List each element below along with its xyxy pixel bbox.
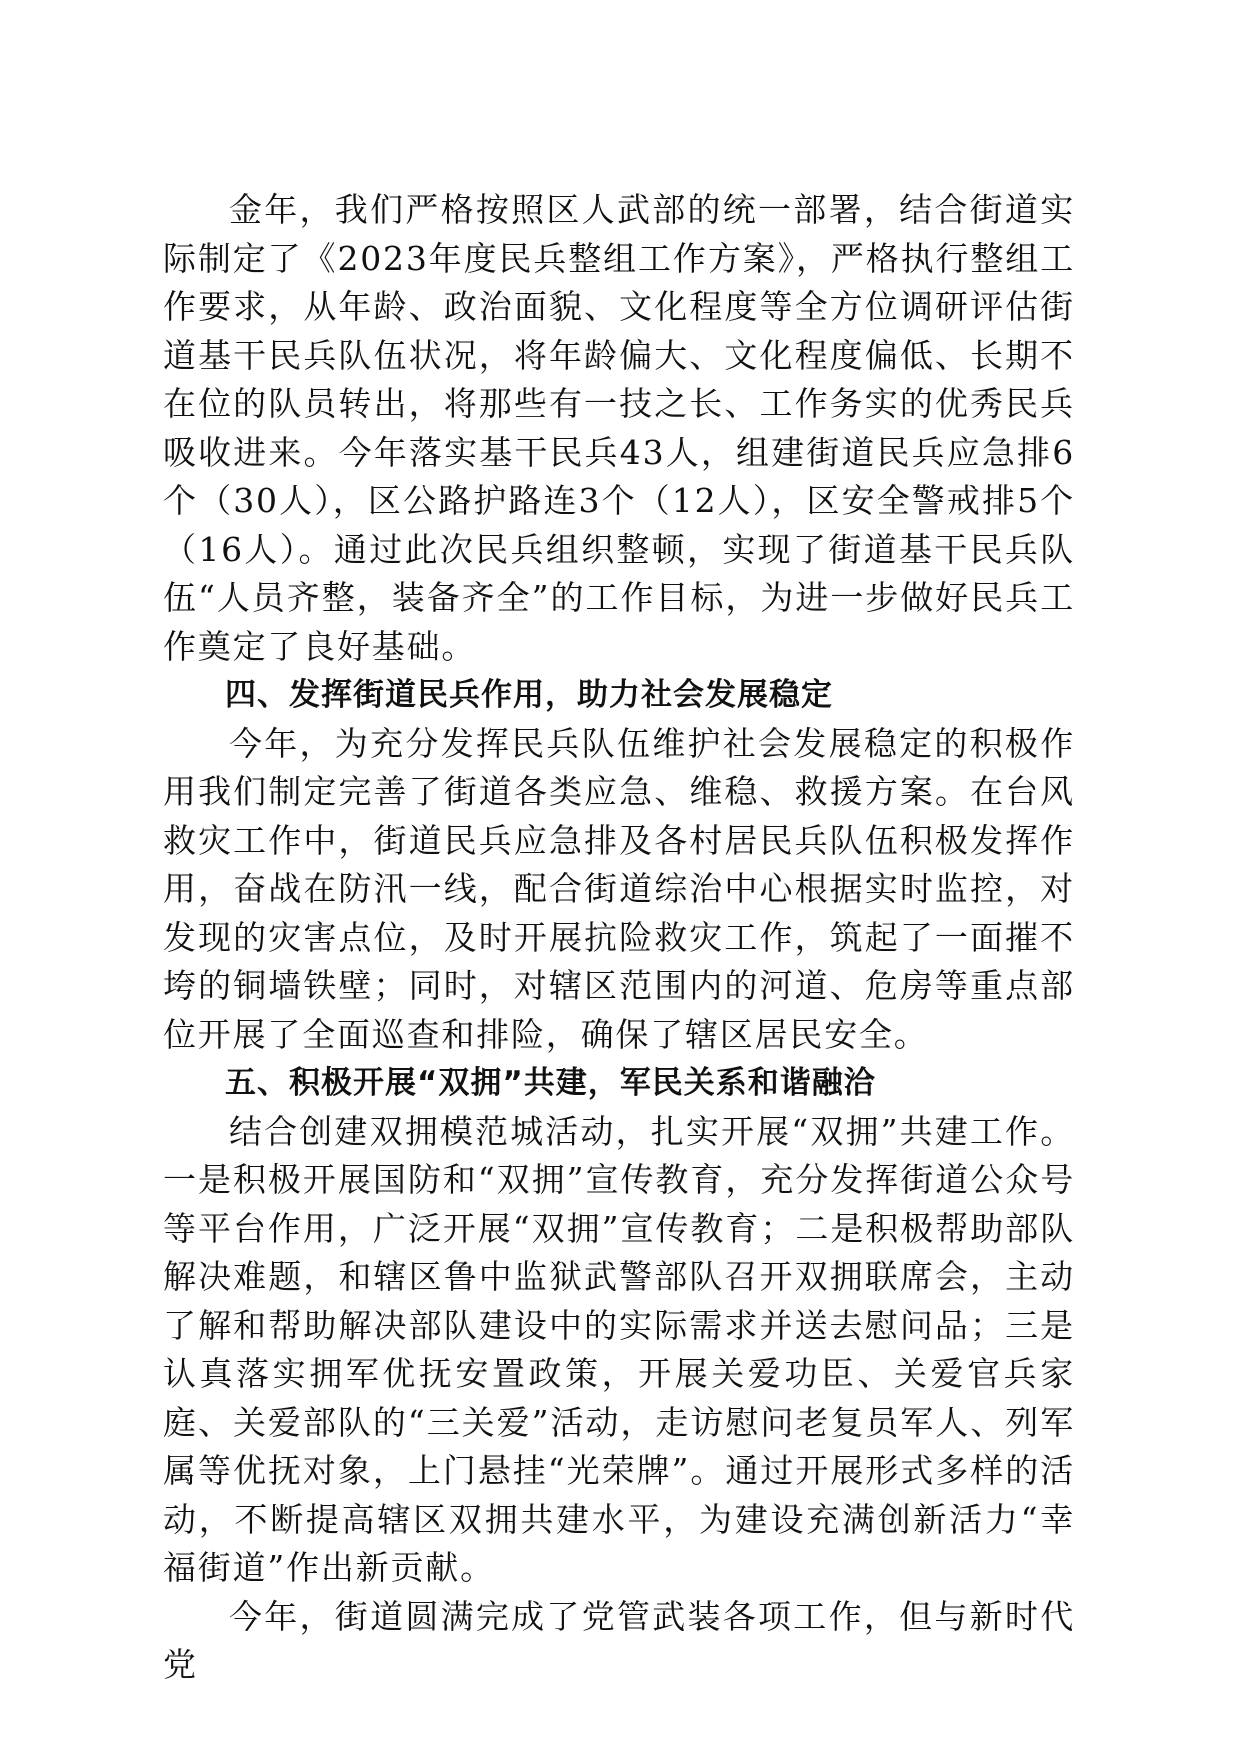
document-body xyxy=(163,186,1075,1690)
paragraph-summary: 今年，街道圆满完成了党管武装各项工作，但与新时代党 xyxy=(163,1596,1075,1684)
paragraph-militia-role: 今年，为充分发挥民兵队伍维护社会发展稳定的积极作用我们制定完善了街道各类应急、维稳、救援方案。在台风救灾工作中，街道民兵应急排及各村居民兵队伍积极发挥作用，奋战在防汛一线，配合街道综治中心根据实时监控，对发现的灾害点位，及时开展抗险救灾工作，筑起了一面摧不垮的铜墙铁壁；同时，对辖区范围内的河道、危房等重点部位开展了全面巡查和排险，确保了辖区居民安全。 xyxy=(163,723,1075,1054)
paragraph-militia-reorganization: 金年，我们严格按照区人武部的统一部署，结合街道实际制定了《2023年度民兵整组工作方案》，严格执行整组工作要求，从年龄、政治面貌、文化程度等全方位调研评估街道基干民兵队伍状况，将年龄偏大、文化程度偏低、长期不在位的队员转出，将那些有一技之长、工作务实的优秀民兵吸收进来。今年落实基干民兵43人，组建街道民兵应急排6个（30人），区公路护路连3个（12人），区安全警戒排5个（16人）。通过此次民兵组织整顿，实现了街道基干民兵队伍“人员齐整，装备齐全”的工作目标，为进一步做好民兵工作奠定了良好基础。 xyxy=(163,190,1075,666)
paragraph-double-support: 结合创建双拥模范城活动，扎实开展“双拥”共建工作。一是积极开展国防和“双拥”宣传教育，充分发挥街道公众号等平台作用，广泛开展“双拥”宣传教育；二是积极帮助部队解决难题，和辖区鲁中监狱武警部队召开双拥联席会，主动了解和帮助解决部队建设中的实际需求并送去慰问品；三是认真落实拥军优抚安置政策，开展关爱功臣、关爱官兵家庭、关爱部队的“三关爱”活动，走访慰问老复员军人、列军属等优抚对象，上门悬挂“光荣牌”。通过开展形式多样的活动，不断提高辖区双拥共建水平，为建设充满创新活力“幸福街道”作出新贡献。 xyxy=(163,1111,1075,1587)
section-heading-4: 四、发挥街道民兵作用，助力社会发展稳定 xyxy=(225,677,833,713)
section-heading-5: 五、积极开展“双拥”共建，军民关系和谐融洽 xyxy=(225,1065,876,1101)
